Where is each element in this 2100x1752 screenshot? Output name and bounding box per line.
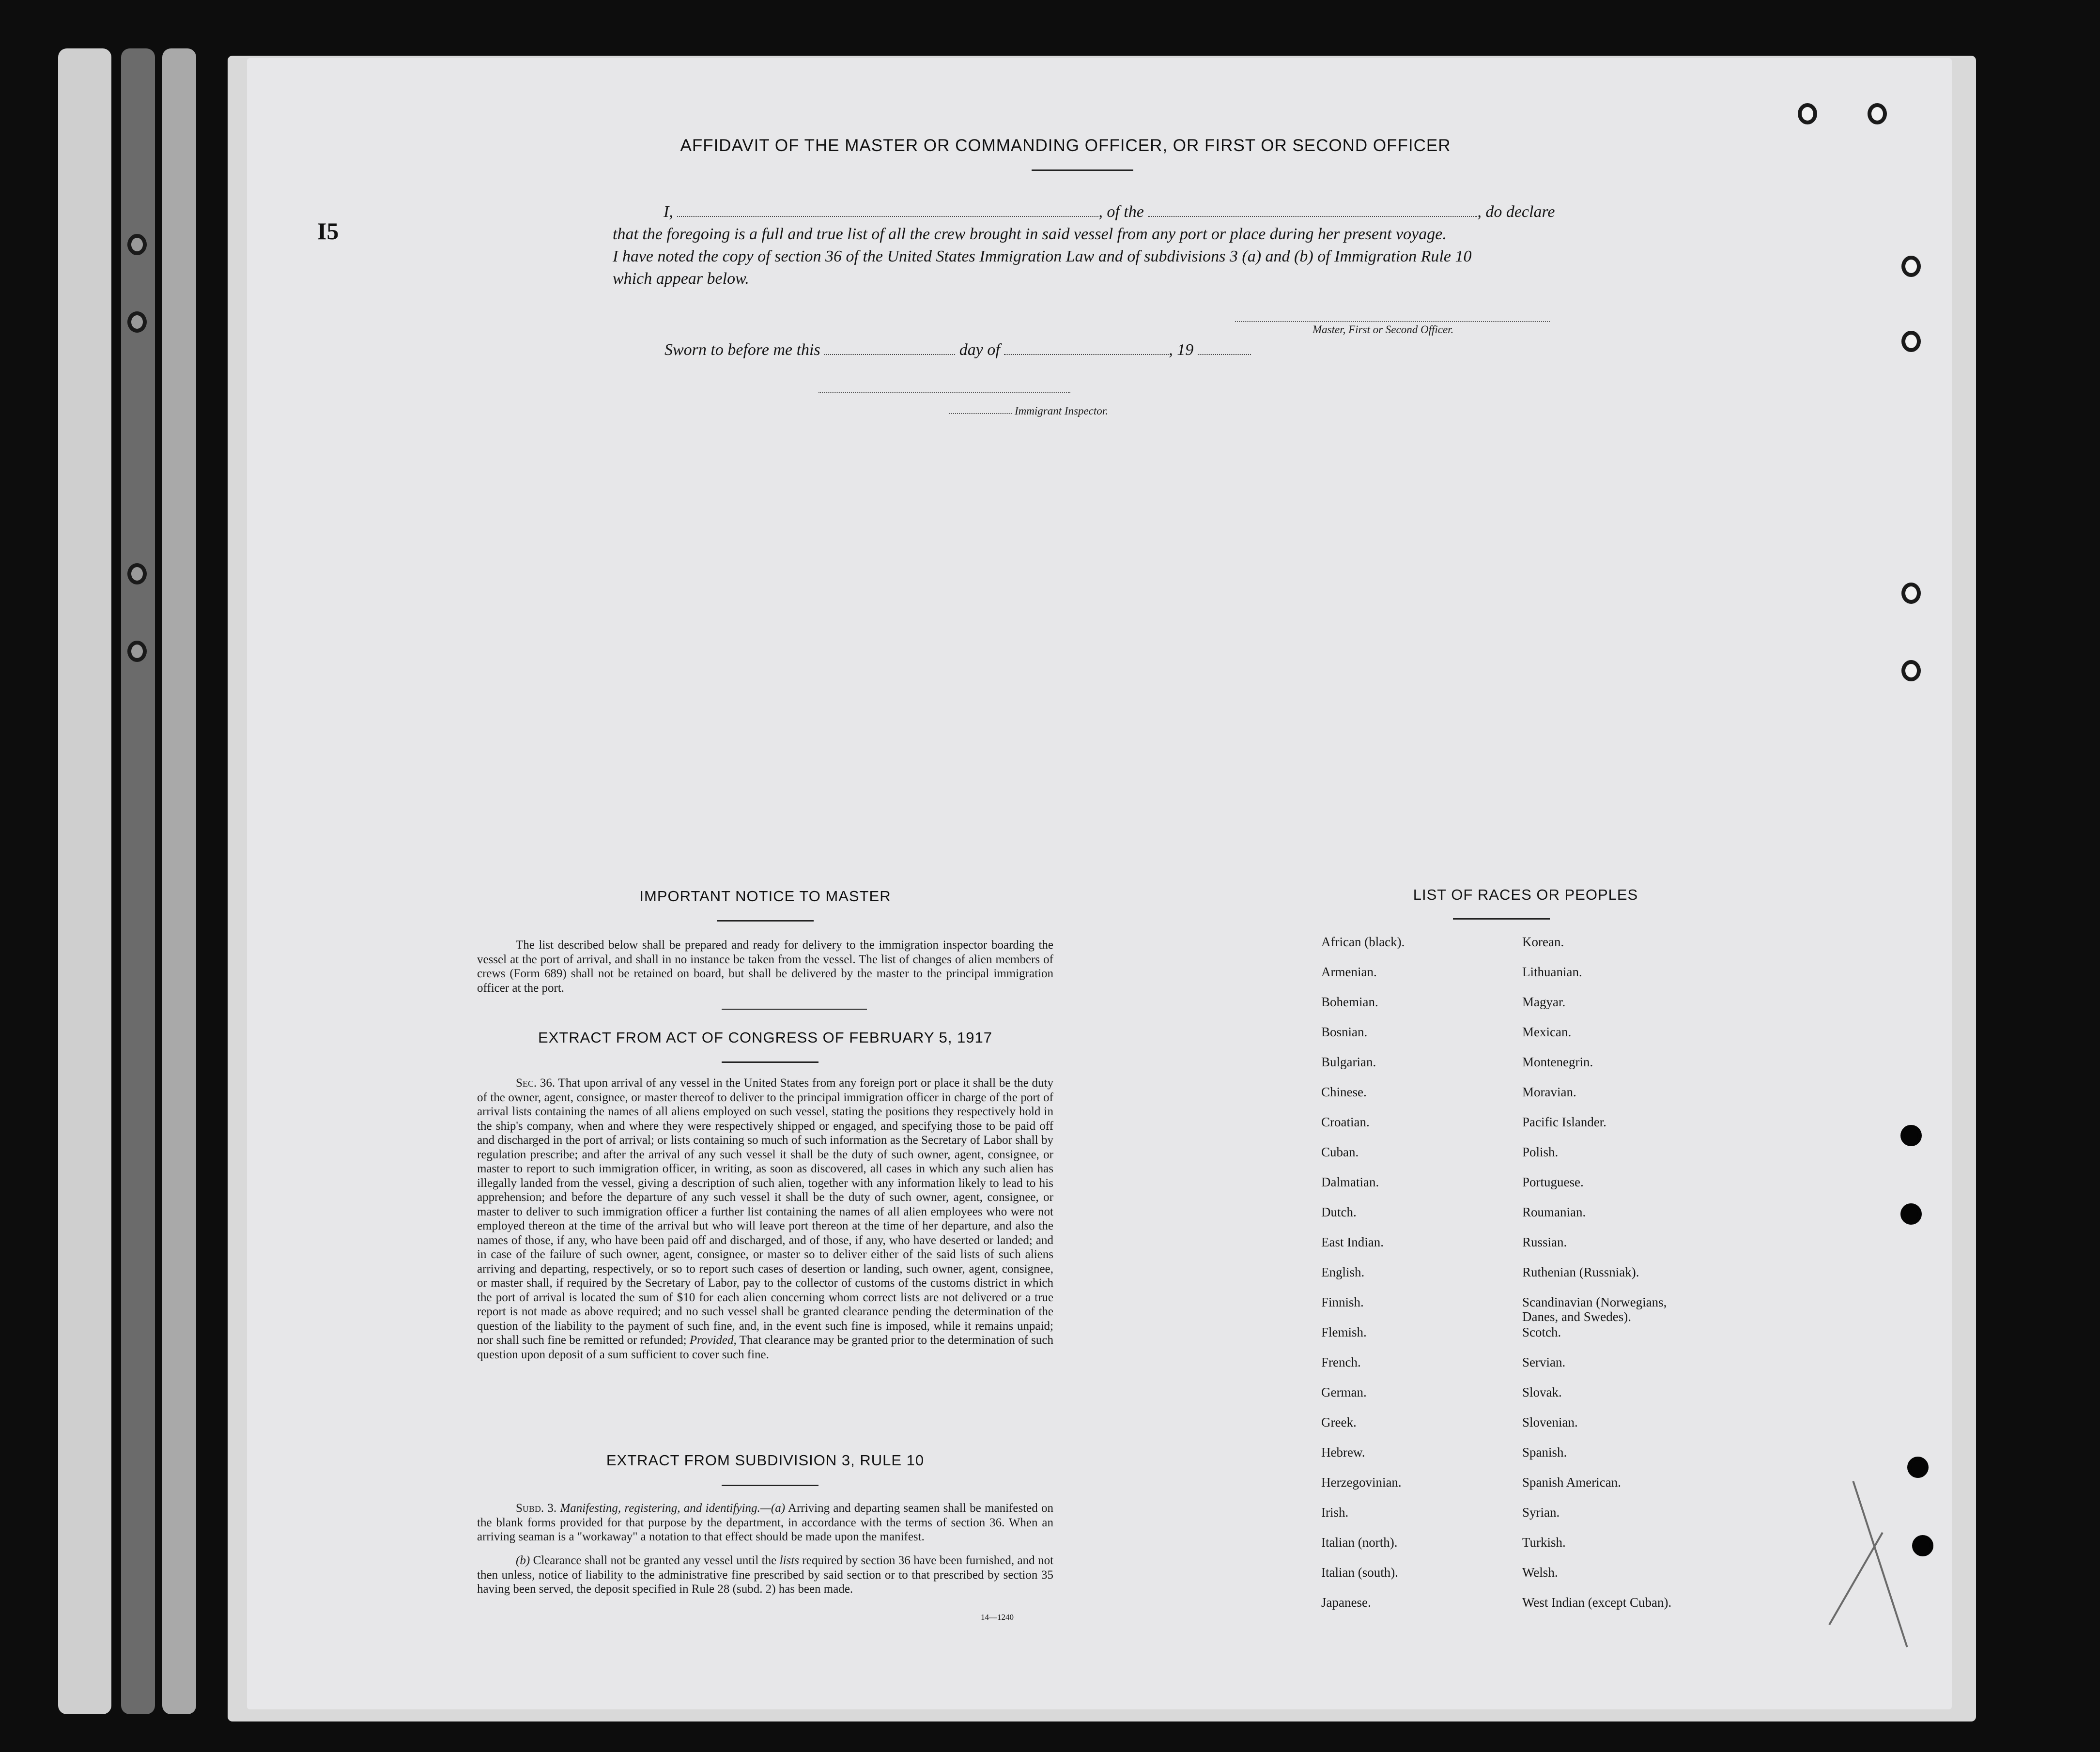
race-item: Mexican. [1522, 1025, 1572, 1039]
race-item: English. [1321, 1265, 1365, 1279]
races-title: LIST OF RACES OR PEOPLES [1413, 886, 1638, 903]
act-body: That upon arrival of any vessel in the United States from any foreign port or place it shall be the duty of the owner, agent, consignee, or master thereof to deliver to the principal immigration officer in charge of the port of arrival lists containing the names of all aliens employed on such vessel, stating the positions they respectively hold in the ship's company, when and where they were respectively shipped or engaged, and specifying those to be paid off and discharged in the port of arrival; or lists containing so much of such information as the Secretary of Labor shall by regulation prescribe; and after the arrival of any such vessel it shall be the duty of such owner, agent, consignee, or master to report to such immigration officer, in writing, as soon as discovered, all cases in which any such alien has illegally landed from the vessel, giving a description of such alien, together with any information likely to lead to his apprehension; and before the departure of any such vessel it shall be the duty of such owner, agent, consignee, or master to deliver to such immigration officer a further list containing the names of all alien employees who were not employed thereon at the time of the arrival but who will leave port thereon at the time of her departure, and also the names of those, if any, who have been paid off and discharged, and of those, if any, who have deserted or landed; and in case of the failure of such owner, agent, consignee, or master so to deliver either of the said lists of such aliens arriving and departing, respectively, or so to report such cases of desertion or landing, such owner, agent, consignee, or master shall, if required by the Secretary of Labor, pay to the collector of customs of the customs district in which the port of arrival is located the sum of $10 for each alien concerning whom correct lists are not delivered or a true report is not made as above required; and no such vessel shall be granted clearance pending the determination of the question of the liability to the payment of such fine, and, in the event such fine is imposed, while it remains unpaid; nor shall such fine be remitted or refunded; [477, 1076, 1053, 1347]
inspector-signature-line [818, 392, 1070, 393]
notice-body: The list described below shall be prepared and ready for delivery to the immigration inspector boarding the vessel at the port of arrival, and shall in no instance be taken from the vessel. The list of changes of alien members of crews (Form 689) shall not be retained on board, but shall be delivered by the master to the principal immigration officer at the port. [477, 938, 1053, 995]
race-item: Turkish. [1522, 1535, 1566, 1550]
binder-strip-right [162, 48, 196, 1714]
year-label: , 19 [1169, 341, 1194, 359]
do-declare-label: , do declare [1477, 203, 1555, 221]
punch-hole-dark [1912, 1535, 1933, 1556]
race-item: Slovenian. [1522, 1415, 1578, 1429]
race-item: Chinese. [1321, 1085, 1367, 1099]
margin-mark: I5 [317, 217, 339, 245]
race-item: Russian. [1522, 1235, 1567, 1249]
race-item: Syrian. [1522, 1505, 1560, 1520]
i-label: I, [664, 203, 673, 221]
race-item: Servian. [1522, 1355, 1566, 1369]
race-item: African (black). [1321, 935, 1405, 949]
binder-hole [127, 563, 147, 584]
races-title-rule [1453, 918, 1550, 920]
notice-end-rule [722, 1009, 867, 1010]
race-item: Japanese. [1321, 1595, 1371, 1610]
notice-text [477, 938, 1053, 995]
race-item: Dutch. [1321, 1205, 1357, 1219]
race-item: Welsh. [1522, 1565, 1558, 1580]
punch-hole-dark [1900, 1125, 1922, 1146]
vessel-blank [1148, 201, 1477, 217]
race-item: Ruthenian (Russniak). [1522, 1265, 1639, 1279]
binder-hole [127, 234, 147, 255]
binder-hole [127, 641, 147, 662]
punch-hole [1901, 583, 1921, 604]
race-item: French. [1321, 1355, 1361, 1369]
act-section-label: Sec. 36. [516, 1076, 556, 1090]
race-item: Bosnian. [1321, 1025, 1368, 1039]
race-item: Croatian. [1321, 1115, 1370, 1129]
day-of-label: day of [959, 341, 1000, 359]
affidavit-body-line-1: that the foregoing is a full and true list of all the crew brought in said vessel from any port or place during her present voyage. [613, 225, 1447, 243]
race-item: Polish. [1522, 1145, 1559, 1159]
act-title-rule [722, 1061, 818, 1063]
punch-hole [1901, 256, 1921, 277]
affidavit-body-line-3: which appear below. [613, 270, 749, 288]
race-item: Pacific Islander. [1522, 1115, 1606, 1129]
race-item: Lithuanian. [1522, 965, 1582, 979]
race-item: Portuguese. [1522, 1175, 1584, 1189]
race-item: Irish. [1321, 1505, 1349, 1520]
rule-part-b-text-1: Clearance shall not be granted any vessel until the [533, 1554, 777, 1567]
race-item: Slovak. [1522, 1385, 1562, 1399]
of-the-label: , of the [1098, 203, 1144, 221]
race-item: Finnish. [1321, 1295, 1364, 1309]
sworn-line [664, 339, 1251, 361]
punch-hole [1901, 660, 1921, 681]
binder-strip-middle [121, 48, 155, 1714]
rule-part-b-text-2: required by section 36 have been furnished, and not then unless, notice of liability to the administrative fine prescribed by said section or to that prescribed by section 35 having been served, the deposit specified in Rule 28 (subd. 2) has been made. [477, 1554, 1054, 1596]
race-item: German. [1321, 1385, 1367, 1399]
rule-heading-italic: Manifesting, registering, and identifying. [560, 1502, 760, 1515]
name-blank [677, 201, 1098, 217]
inspector-short-line [949, 413, 1012, 414]
rule-part-b [477, 1553, 1053, 1597]
affidavit-body-line-2: I have noted the copy of section 36 of the United States Immigration Law and of subdivisions 3 (a) and (b) of Immigration Rule 10 [613, 247, 1472, 265]
form-number: 14—1240 [981, 1613, 1014, 1622]
binder-strip-left [58, 48, 111, 1714]
race-item: Korean. [1522, 935, 1564, 949]
act-extract-text [477, 1076, 1053, 1362]
rule-title-rule [722, 1485, 818, 1486]
race-item: West Indian (except Cuban). [1522, 1595, 1672, 1610]
rule-part-a-text: Arriving and departing seamen shall be manifested on the blank forms provided for that purpose by the department, in accordance with the terms of section 36. When an arriving seaman is a "workaway" a notation to that effect should be made upon the manifest. [477, 1502, 1053, 1543]
title-rule [1032, 169, 1133, 171]
race-item: Bohemian. [1321, 995, 1378, 1009]
notice-title: IMPORTANT NOTICE TO MASTER [639, 888, 891, 905]
rule-subd-label: Subd. 3. [516, 1502, 557, 1515]
year-blank [1198, 339, 1251, 355]
race-item: Spanish American. [1522, 1475, 1621, 1490]
race-item: Scandinavian (Norwegians, Danes, and Swedes). [1522, 1295, 1667, 1324]
race-item: Cuban. [1321, 1145, 1359, 1159]
signature-line [1235, 321, 1550, 322]
race-item: Scotch. [1522, 1325, 1561, 1339]
rule-extract-title: EXTRACT FROM SUBDIVISION 3, RULE 10 [606, 1452, 925, 1469]
act-extract-title: EXTRACT FROM ACT OF CONGRESS OF FEBRUARY 5, 1917 [538, 1029, 993, 1046]
race-item: Spanish. [1522, 1445, 1567, 1460]
sworn-label: Sworn to before me this [664, 341, 820, 359]
month-blank [1004, 339, 1169, 355]
notice-title-rule [717, 920, 814, 922]
punch-hole [1868, 103, 1887, 124]
race-item: Italian (south). [1321, 1565, 1398, 1580]
race-item: Flemish. [1321, 1325, 1367, 1339]
race-item: Bulgarian. [1321, 1055, 1376, 1069]
punch-hole [1798, 103, 1817, 124]
race-item: Magyar. [1522, 995, 1566, 1009]
binder-hole [127, 311, 147, 333]
race-item: Hebrew. [1321, 1445, 1365, 1460]
rule-part-b-lists-word: lists [779, 1554, 799, 1567]
affidavit-declaration-line [664, 201, 1560, 223]
race-item: Dalmatian. [1321, 1175, 1379, 1189]
affidavit-title: AFFIDAVIT OF THE MASTER OR COMMANDING OFFICER, OR FIRST OR SECOND OFFICER [680, 136, 1451, 155]
race-item: Roumanian. [1522, 1205, 1586, 1219]
day-blank [824, 339, 955, 355]
race-item: Herzegovinian. [1321, 1475, 1402, 1490]
race-item: Greek. [1321, 1415, 1357, 1429]
punch-hole [1901, 331, 1921, 352]
punch-hole-dark [1900, 1203, 1922, 1225]
punch-hole-dark [1907, 1457, 1929, 1478]
act-provided-word: Provided, [689, 1334, 737, 1347]
race-item: Italian (north). [1321, 1535, 1398, 1550]
inspector-caption: Immigrant Inspector. [1015, 405, 1108, 417]
rule-part-a-label: —(a) [760, 1502, 786, 1515]
race-item: Moravian. [1522, 1085, 1576, 1099]
act-body-end: That clearance may be granted prior to the determination of such question upon deposit of a sum sufficient to cover such fine. [477, 1334, 1053, 1361]
signature-caption: Master, First or Second Officer. [1312, 323, 1454, 336]
rule-part-b-label: (b) [516, 1554, 530, 1567]
rule-part-a [477, 1501, 1053, 1544]
race-item: East Indian. [1321, 1235, 1384, 1249]
race-item: Armenian. [1321, 965, 1377, 979]
race-item: Montenegrin. [1522, 1055, 1593, 1069]
